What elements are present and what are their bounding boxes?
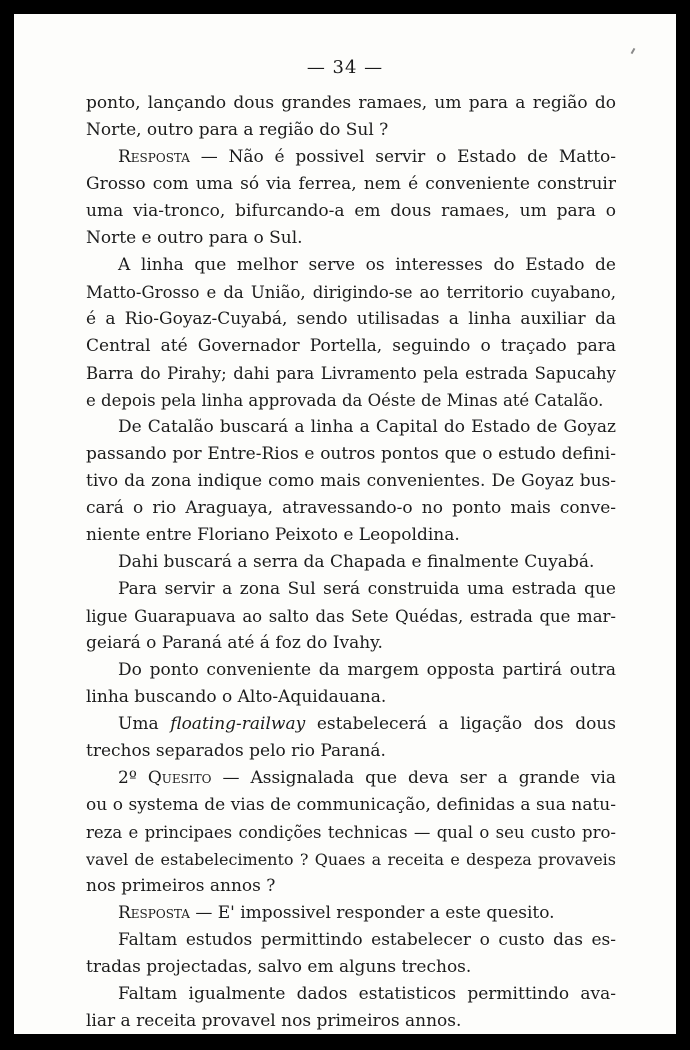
text-line: liar a receita provavel nos primeiros annos. [86,1011,462,1031]
text-line: Faltam igualmente dados estatisticos permittindo ava- [118,984,616,1004]
text-line: é a Rio-Goyaz-Cuyabá, sendo utilisadas a linha auxiliar da [86,309,616,329]
text-line: Do ponto conveniente da margem opposta partirá outra [118,660,616,680]
text-line: 2º Quesito — Assignalada que deva ser a grande via [118,768,616,788]
body-text [86,90,616,1034]
text-line: Dahi buscará a serra da Chapada e finalmente Cuyabá. [118,552,595,572]
text-line: linha buscando o Alto-Aquidauana. [86,687,387,707]
text-line: A linha que melhor serve os interesses do Estado de [118,255,616,275]
text-line: Para servir a zona Sul será construida uma estrada que [118,579,616,599]
text-line: geiará o Paraná até á foz do Ivahy. [86,633,383,653]
text-line: Faltam estudos permittindo estabelecer o custo das es- [118,930,616,950]
text-line: Matto-Grosso e da União, dirigindo-se ao territorio cuyabano, [86,283,616,302]
italic-term: floating-railway [170,714,306,734]
text-line: Grosso com uma só via ferrea, nem é conveniente construir [86,174,616,194]
text-line: vavel de estabelecimento ? Quaes a receita e despeza provaveis [86,850,616,869]
book-page [14,14,676,1034]
text-line: uma via-tronco, bifurcando-a em dous ramaes, um para o [86,201,616,221]
text-line: nos primeiros annos ? [86,876,276,896]
question-label: Quesito [147,768,212,788]
text-line: Norte e outro para o Sul. [86,228,303,248]
text-line: Central até Governador Portella, seguindo o traçado para [86,336,616,356]
text-line: Resposta — Não é possivel servir o Estado de Matto- [118,147,616,167]
text-line: cará o rio Araguaya, atravessando-o no ponto mais conve- [86,498,616,518]
ink-speck [631,48,636,54]
text-line: e depois pela linha approvada da Oéste de Minas até Catalão. [86,391,604,410]
text-line: passando por Entre-Rios e outros pontos que o estudo defini- [86,444,616,464]
text-line: trechos separados pelo rio Paraná. [86,741,386,761]
text-line: tradas projectadas, salvo em alguns trechos. [86,957,472,977]
answer-label: Resposta [118,903,190,923]
text-line: Resposta — E' impossivel responder a este quesito. [118,903,555,923]
text-line: ligue Guarapuava ao salto das Sete Quédas, estrada que mar- [86,607,616,626]
answer-label: Resposta [118,147,190,167]
text-line: ou o systema de vias de communicação, definidas a sua natu- [86,795,616,815]
text-line: Uma floating-railway estabelecerá a ligação dos dous [118,714,616,734]
text-line: reza e principaes condições technicas — qual o seu custo pro- [86,823,616,842]
text-line: ponto, lançando dous grandes ramaes, um para a região do [86,93,616,113]
text-line: niente entre Floriano Peixoto e Leopoldina. [86,525,460,545]
text-line: De Catalão buscará a linha a Capital do Estado de Goyaz [118,417,616,437]
text-line: Norte, outro para a região do Sul ? [86,120,389,140]
page-number: — 34 — [306,57,384,78]
text-line: tivo da zona indique como mais convenientes. De Goyaz bus- [86,471,616,491]
text-line: Barra do Pirahy; dahi para Livramento pela estrada Sapucahy [86,364,616,383]
